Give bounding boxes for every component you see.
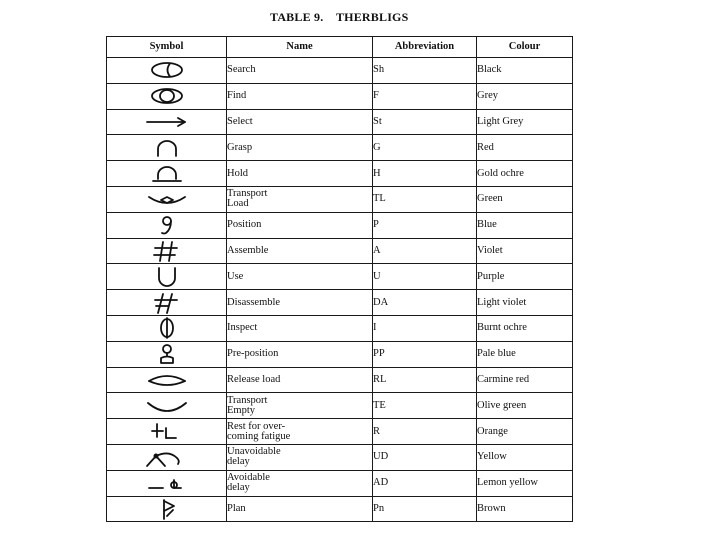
name-cell: Transport Load (227, 186, 373, 212)
abbreviation-cell: St (373, 109, 477, 135)
plan-icon (143, 498, 191, 520)
find-icon (143, 85, 191, 107)
table-row (107, 264, 573, 290)
abbreviation-cell: TE (373, 393, 477, 419)
pre-position-icon (143, 343, 191, 365)
symbol-cell (107, 161, 227, 187)
table-row (107, 470, 573, 496)
search-icon (143, 59, 191, 81)
name-cell: Search (227, 58, 373, 84)
header-row (107, 37, 573, 58)
colour-cell: Light Grey (477, 109, 573, 135)
transport-empty-icon (143, 395, 191, 417)
abbreviation-cell: PP (373, 341, 477, 367)
symbol-cell (107, 109, 227, 135)
unavoidable-delay-icon (143, 446, 191, 468)
abbreviation-cell: P (373, 212, 477, 238)
abbreviation-cell: UD (373, 444, 477, 470)
colour-cell: Purple (477, 264, 573, 290)
colour-cell: Grey (477, 83, 573, 109)
hold-icon (143, 163, 191, 185)
symbol-cell (107, 341, 227, 367)
colour-cell: Gold ochre (477, 161, 573, 187)
symbol-cell (107, 212, 227, 238)
abbreviation-cell: AD (373, 470, 477, 496)
table-row (107, 212, 573, 238)
abbreviation-cell: TL (373, 186, 477, 212)
name-cell: Hold (227, 161, 373, 187)
symbol-cell (107, 393, 227, 419)
therbligs-table (106, 36, 573, 522)
name-cell: Release load (227, 367, 373, 393)
name-cell: Inspect (227, 315, 373, 341)
colour-cell: Carmine red (477, 367, 573, 393)
table-row (107, 290, 573, 316)
colour-cell: Red (477, 135, 573, 161)
abbreviation-cell: Sh (373, 58, 477, 84)
table-row (107, 367, 573, 393)
position-icon (143, 214, 191, 236)
colour-cell: Yellow (477, 444, 573, 470)
name-cell: Plan (227, 496, 373, 522)
symbol-cell (107, 315, 227, 341)
colour-cell: Orange (477, 419, 573, 445)
table-row (107, 135, 573, 161)
colour-cell: Blue (477, 212, 573, 238)
name-cell: Transport Empty (227, 393, 373, 419)
abbreviation-cell: Pn (373, 496, 477, 522)
name-cell: Disassemble (227, 290, 373, 316)
abbreviation-cell: DA (373, 290, 477, 316)
abbreviation-cell: R (373, 419, 477, 445)
abbreviation-cell: U (373, 264, 477, 290)
symbol-cell (107, 58, 227, 84)
symbol-header: Symbol (107, 37, 227, 58)
symbol-cell (107, 444, 227, 470)
table-row (107, 444, 573, 470)
abbreviation-cell: A (373, 238, 477, 264)
colour-cell: Lemon yellow (477, 470, 573, 496)
avoidable-delay-icon (143, 472, 191, 494)
table-row (107, 315, 573, 341)
colour-cell: Pale blue (477, 341, 573, 367)
select-arrow-icon (143, 111, 191, 133)
symbol-cell (107, 496, 227, 522)
release-load-icon (143, 369, 191, 391)
table-row (107, 161, 573, 187)
abbreviation-cell: H (373, 161, 477, 187)
symbol-cell (107, 83, 227, 109)
name-cell: Position (227, 212, 373, 238)
abbreviation-cell: RL (373, 367, 477, 393)
name-cell: Avoidable delay (227, 470, 373, 496)
rest-icon (143, 421, 191, 443)
symbol-cell (107, 290, 227, 316)
table-row (107, 341, 573, 367)
abbreviation-cell: I (373, 315, 477, 341)
colour-cell: Brown (477, 496, 573, 522)
name-cell: Assemble (227, 238, 373, 264)
table-row (107, 393, 573, 419)
symbol-cell (107, 186, 227, 212)
name-cell: Rest for over- coming fatigue (227, 419, 373, 445)
colour-header: Colour (477, 37, 573, 58)
use-icon (143, 266, 191, 288)
colour-cell: Burnt ochre (477, 315, 573, 341)
assemble-icon (143, 240, 191, 262)
table-row (107, 109, 573, 135)
symbol-cell (107, 367, 227, 393)
table-row (107, 83, 573, 109)
symbol-cell (107, 135, 227, 161)
name-cell: Find (227, 83, 373, 109)
symbol-cell (107, 238, 227, 264)
grasp-icon (143, 137, 191, 159)
colour-cell: Black (477, 58, 573, 84)
colour-cell: Violet (477, 238, 573, 264)
table-row (107, 186, 573, 212)
table-title: TABLE 9. THERBLIGS (270, 10, 409, 24)
abbreviation-cell: F (373, 83, 477, 109)
table-row (107, 419, 573, 445)
symbol-cell (107, 470, 227, 496)
inspect-icon (143, 317, 191, 339)
table-row (107, 58, 573, 84)
colour-cell: Olive green (477, 393, 573, 419)
abbreviation-cell: G (373, 135, 477, 161)
colour-cell: Light violet (477, 290, 573, 316)
name-cell: Unavoidable delay (227, 444, 373, 470)
disassemble-icon (143, 292, 191, 314)
name-cell: Grasp (227, 135, 373, 161)
symbol-cell (107, 419, 227, 445)
name-header: Name (227, 37, 373, 58)
transport-load-icon (143, 188, 191, 210)
colour-cell: Green (477, 186, 573, 212)
name-cell: Use (227, 264, 373, 290)
name-cell: Pre-position (227, 341, 373, 367)
abbreviation-header: Abbreviation (373, 37, 477, 58)
table-row (107, 238, 573, 264)
symbol-cell (107, 264, 227, 290)
name-cell: Select (227, 109, 373, 135)
table-row (107, 496, 573, 522)
